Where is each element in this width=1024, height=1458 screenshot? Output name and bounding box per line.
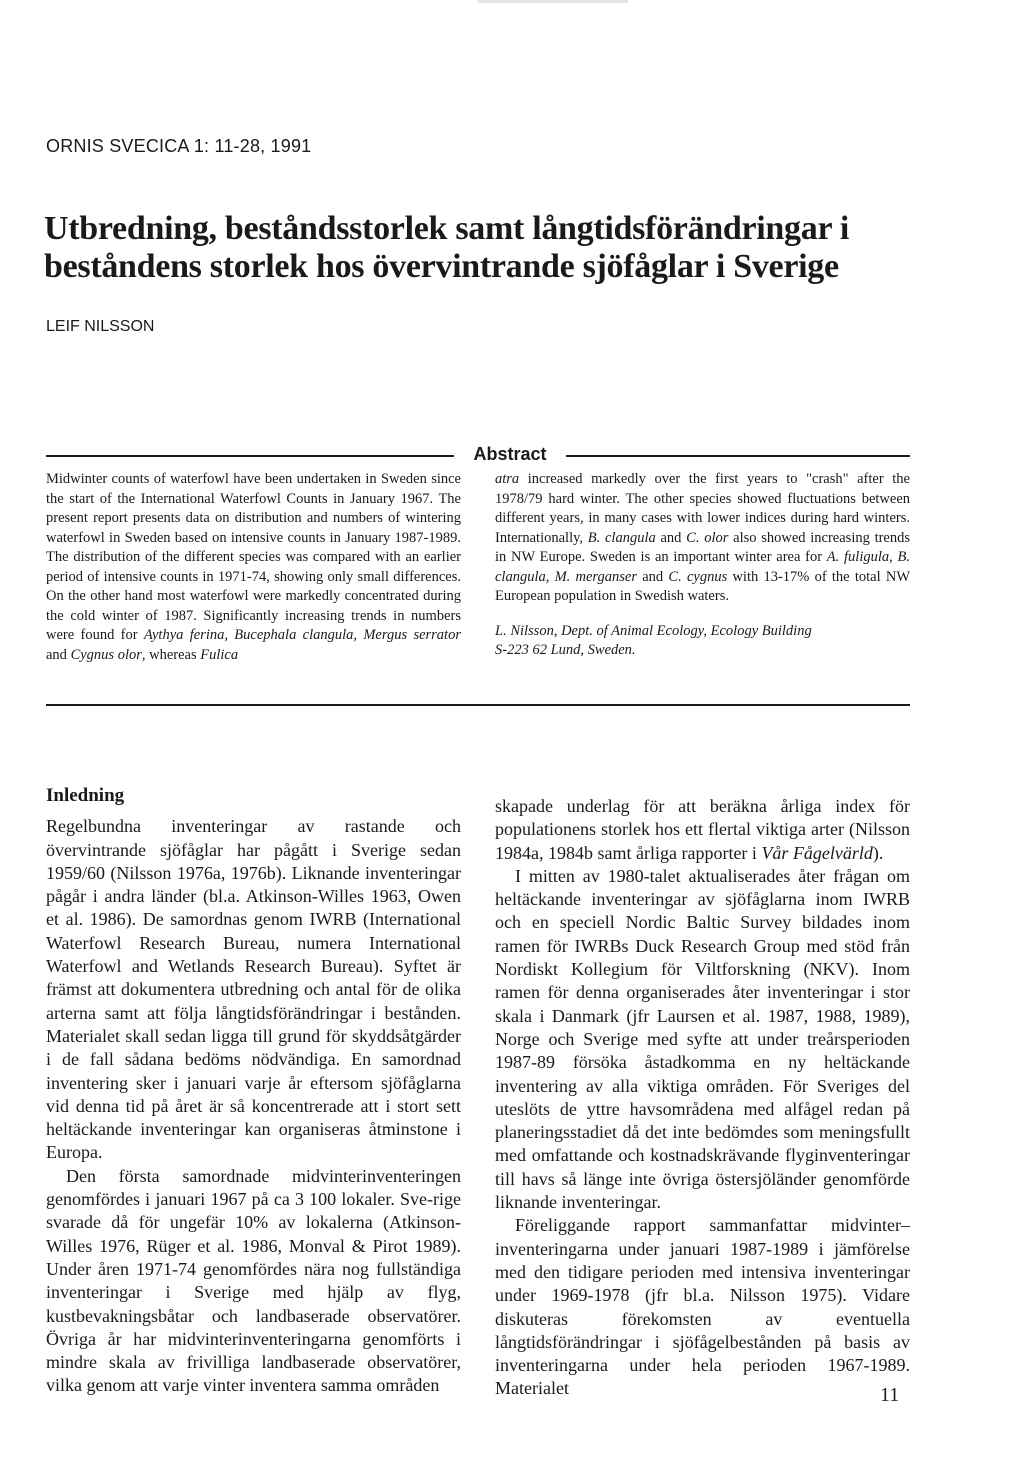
body-paragraph: Föreliggande rapport sammanfattar midvinter–inventeringarna under januari 1987-1989 i jämförelse med den tidigare perioden med intensiva inventeringar under 1969-1978 (jfr bl.a. Nilsson 1975). Vidare diskuteras förekomsten av eventuella långtidsförändringar i sjöfågelbestånden på basis av inventeringarna under hela perioden 1967-1989. Materialet — [495, 1215, 910, 1399]
article-title: Utbredning, beståndsstorlek samt långtidsförändringar i beståndens storlek hos övervintrande sjöfåglar i Sverige — [44, 210, 849, 285]
page-number: 11 — [880, 1384, 900, 1406]
section-heading: Inledning — [46, 785, 125, 806]
body-paragraph: Den första samordnade midvinterinventeringen genomfördes i januari 1967 på ca 3 100 lokaler. Sve-rige svarade då för ungefär 10% av lokalerna (Atkinson-Willes 1976, Rüger et al. 1986, Monval & Pirot 1989). Under åren 1971-74 genomfördes nära nog fullständiga inventeringar i Sverige med hjälp av flyg, kustbevakningsbåtar och landbaserade observatörer. Övriga år har midvinterinventeringarna genomförts i mindre skala av frivilliga landbaserade observatörer, vilka genom att varje vinter inventera samma områden — [46, 1165, 461, 1396]
abstract-column-left — [46, 470, 461, 665]
abstract-text-right: atra increased markedly over the first years to "crash" after the 1978/79 hard winter. The other species showed fluctuations between different years, in many cases with lower indices during hard winters. Internationally, B. clangula and C. olor also showed increasing trends in NW Europe. Sweden is an important winter area for A. fuligula, B. clangula, M. merganser and C. cygnus with 13-17% of the total NW European population in Swedish waters. — [495, 471, 911, 604]
abstract-rule-bottom — [46, 704, 910, 706]
abstract-heading: Abstract — [473, 444, 547, 464]
body-paragraph: Regelbundna inventeringar av rastande och övervintrande sjöfåglar har pågått i Sverige sedan 1959/60 (Nilsson 1976a, 1976b). Liknande inventeringar pågår i andra länder (bl.a. Atkinson-Willes 1963, Owen et al. 1986). De samordnas genom IWRB (International Waterfowl Research Bureau, numera International Waterfowl and Wetlands Research Bureau). Syftet är främst att dokumentera utbredning och antal för de olika arterna samt att följa långtidsförändringar i bestånden. Materialet skall sedan ligga till grund för skyddsåtgärder i de fall sådana bedöms nödvändiga. En samordnad inventering sker i januari varje år eftersom sjöfåglarna vid denna tid på året är så koncentrerade att i stort sett heltäckande inventeringar kan organiseras åtminstone i Europa. — [46, 816, 461, 1163]
author-name: LEIF NILSSON — [46, 318, 155, 335]
abstract-rule-right — [566, 455, 910, 457]
author-address: L. Nilsson, Dept. of Animal Ecology, Ecology Building S-223 62 Lund, Sweden. — [495, 622, 812, 658]
body-paragraph: I mitten av 1980-talet aktualiserades åter frågan om heltäckande inventeringar av sjöfåglarna inom IWRB och en speciell Nordic Baltic Survey bildades inom ramen för IWRBs Duck Research Group med stöd från Nordiskt Kollegium för Viltforskning (NKV). Inom ramen för denna organiserades åter inventeringar i stor skala i Danmark (jfr Laursen et al. 1987, 1988, 1989), Norge och Sverige med syfte att under treårsperioden 1987-89 försöka åstadkomma en ny heltäckande inventering av alla viktiga områden. För Sveriges del uteslöts de yttre havsområdena med alfågel redan på planeringsstadiet då det inte bedömdes som meningsfullt med omfattande och kostnadskrävande flyginventeringar till havs så länge inte övriga östersjöländer genomförde liknande inventeringar. — [495, 865, 910, 1213]
scan-mark — [478, 0, 628, 3]
abstract-text-left: Midwinter counts of waterfowl have been undertaken in Sweden since the start of the International Waterfowl Counts in January 1967. The present report presents data on distribution and numbers of wintering waterfowl in Sweden based on intensive counts in January 1987-1989. The distribution of the different species was compared with an earlier period of intensive counts in 1971-74, showing only small differences. On the other hand most waterfowl were markedly concentrated during the cold winter of 1987. Significantly increasing trends in numbers were found for Aythya ferina, Bucephala clangula, Mergus serrator and Cygnus olor, whereas Fulica — [46, 471, 461, 663]
body-column-right — [495, 795, 910, 1401]
abstract-column-right — [495, 470, 910, 661]
body-column-left — [46, 784, 461, 1398]
body-paragraph: skapade underlag för att beräkna årliga index för populationens storlek hos ett flertal viktiga arter (Nilsson 1984a, 1984b samt årliga rapporter i Vår Fågelvärld). — [495, 796, 910, 863]
abstract-rule-left — [46, 455, 454, 457]
journal-reference: ORNIS SVECICA 1: 11-28, 1991 — [46, 136, 312, 156]
